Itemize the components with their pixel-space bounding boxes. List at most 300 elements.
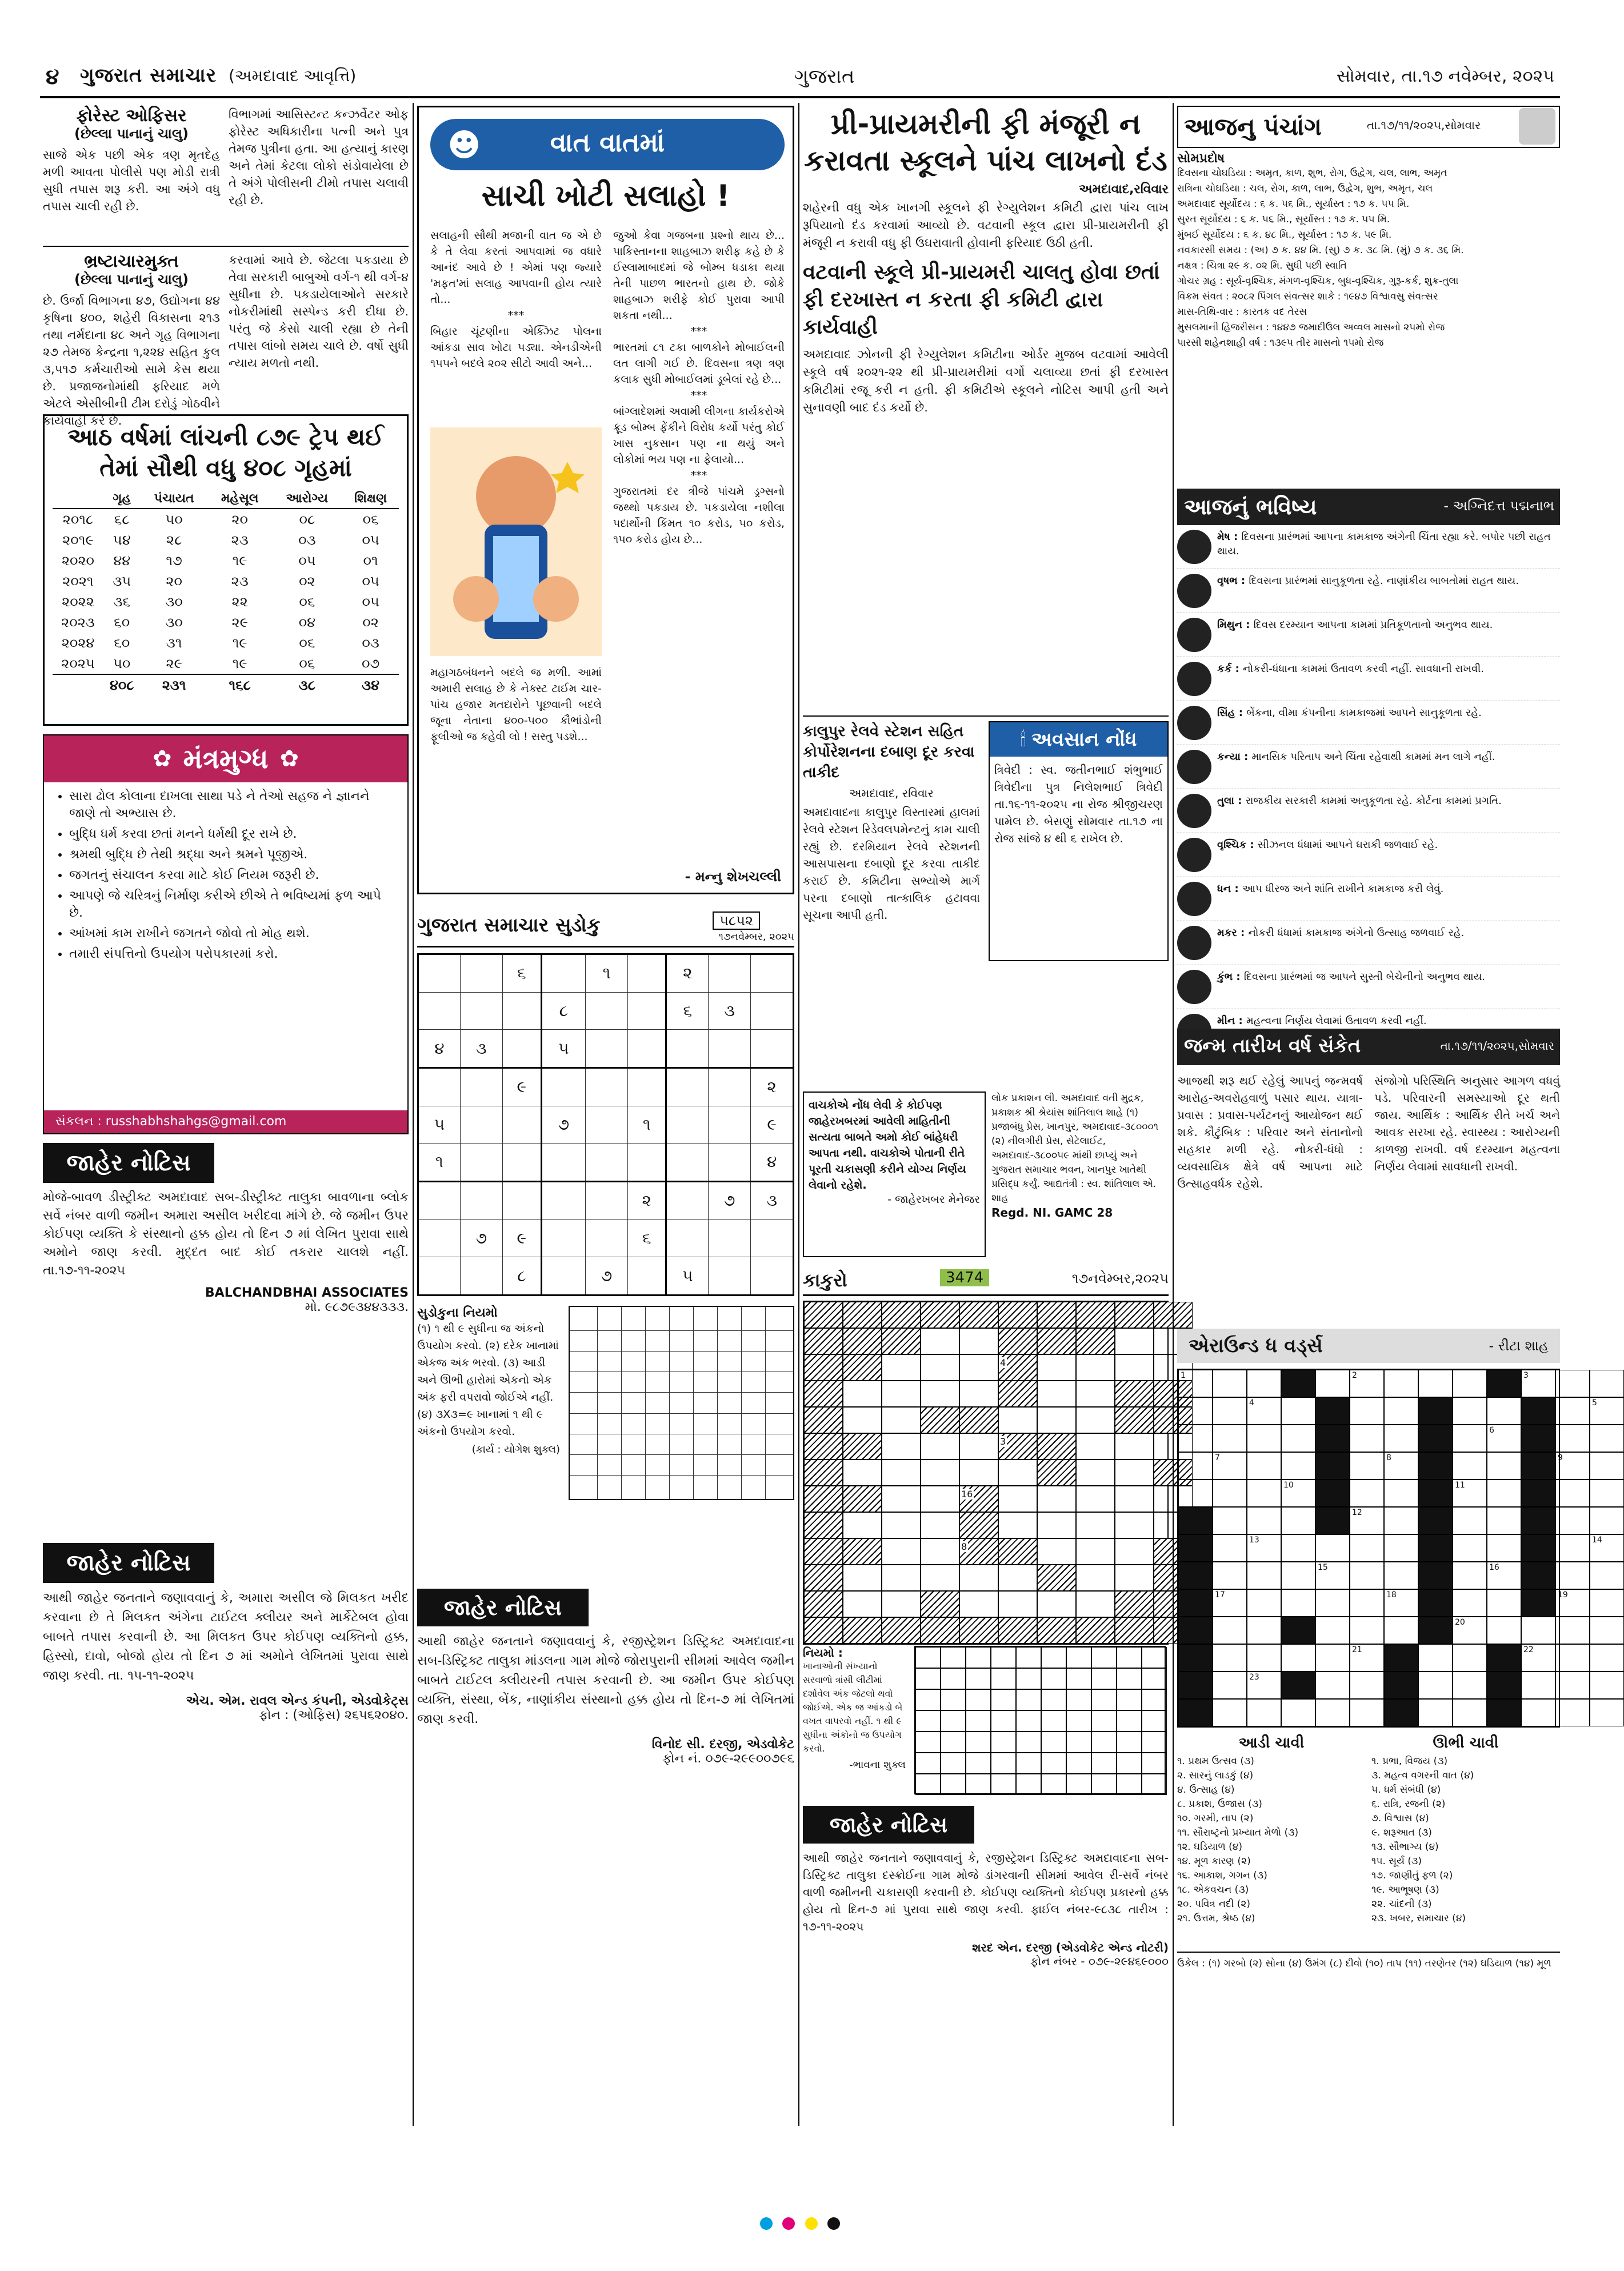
kakuro-answer-cell <box>991 1710 1016 1732</box>
kakuro-block-cell <box>1037 1302 1076 1328</box>
zodiac-name: મિથુન : <box>1217 619 1254 631</box>
kakuro-cell <box>882 1486 921 1512</box>
crossword-block <box>1418 1589 1453 1617</box>
panchang-line: નવકારસી સમય : (અ) ૭ ક. ૪૪ મિ. (સુ) ૭ ક. ૩૮ મિ. (મું) ૭ ક. ૩૬ મિ. <box>1177 245 1464 256</box>
crossword-block <box>1178 1617 1213 1644</box>
across-clue: ૧૨. ઘડિયાળ (૪) <box>1177 1841 1242 1853</box>
kakuro-cell <box>843 1591 882 1617</box>
kakuro-answer-cell <box>941 1668 966 1689</box>
kakuro-block-cell <box>998 1381 1037 1407</box>
sudoku-cell <box>751 954 794 993</box>
zodiac-row <box>1177 613 1560 657</box>
table-cell: ૨૦૨૪ <box>61 635 95 651</box>
crossword-cell <box>1487 1617 1521 1644</box>
panchang-line: મુસલમાની હિજરીસન : ૧૪૪૭ જમાદીઉલ અવ્વલ માસનો ૨૫મો રોજ <box>1177 322 1445 333</box>
crossword-block <box>1418 1452 1453 1480</box>
kakuro-answer-cell <box>1142 1647 1167 1668</box>
kakuro-answer-cell <box>966 1753 991 1774</box>
table-cell: ૦૫ <box>362 594 379 610</box>
sudoku-cell: ૩ <box>709 992 751 1029</box>
kakuro-cell <box>1037 1538 1076 1565</box>
crossword-cell <box>1453 1589 1487 1617</box>
kakuro-block-cell <box>1115 1591 1154 1617</box>
kakuro-cell <box>1037 1486 1076 1512</box>
notice-phone: ફોન નં. ૦૭૯-૨૯૯૦૦૭૯૬ <box>662 1752 794 1766</box>
zodiac-name: કુંભ : <box>1217 971 1244 983</box>
kakuro-cell <box>921 1433 959 1460</box>
kakuro-block-cell <box>804 1407 843 1433</box>
table-cell: ૬૮ <box>114 511 130 527</box>
sudoku-cell <box>418 954 461 993</box>
zodiac-text <box>1217 618 1493 632</box>
crossword-cell <box>1350 1644 1384 1672</box>
sudoku-answer-cell <box>621 1413 645 1434</box>
panchang-box <box>1177 106 1560 483</box>
kakuro-answer-cell <box>1091 1647 1117 1668</box>
separator: *** <box>507 309 525 322</box>
zodiac-name: મકર : <box>1217 927 1249 939</box>
crossword-cell <box>1247 1452 1281 1480</box>
table-row <box>53 653 399 674</box>
kakuro-cell <box>1037 1407 1076 1433</box>
kakuro-answer-cell <box>1041 1774 1066 1795</box>
crossword-cell <box>1384 1480 1418 1507</box>
table-header: પંચાયત <box>141 489 208 509</box>
crossword-cell <box>1281 1507 1315 1534</box>
panchang-header <box>1177 106 1560 148</box>
kalupur-story <box>803 721 980 1087</box>
sudoku-answer-cell <box>742 1476 766 1500</box>
kakuro-block-cell <box>843 1617 882 1644</box>
crossword-block <box>1315 1507 1350 1534</box>
section-label: ગુજરાત <box>794 65 855 88</box>
sudoku-cell <box>628 954 666 993</box>
sudoku-cell <box>586 1067 628 1106</box>
crossword-block <box>1178 1672 1213 1699</box>
kakuro-answer-cell <box>991 1774 1016 1795</box>
panchang-title: આજનુ પંચાંગ <box>1184 113 1322 141</box>
sudoku-answer-cell <box>645 1372 669 1393</box>
crossword-cell <box>1350 1452 1384 1480</box>
kakuro-answer-cell <box>1142 1753 1167 1774</box>
crossword-cell <box>1247 1370 1281 1397</box>
crossword-block <box>1384 1644 1418 1672</box>
crossword-cell <box>1521 1672 1555 1699</box>
table-cell: ૨૦૨૦ <box>61 553 95 569</box>
sudoku-code: ૫૮૫૨ <box>713 911 760 930</box>
sudoku-cell <box>541 1220 585 1257</box>
crossword-block <box>1418 1397 1453 1425</box>
crossword-cell <box>1315 1672 1350 1699</box>
crossword-cell <box>1555 1617 1590 1644</box>
crossword-cell <box>1521 1644 1555 1672</box>
notice-signatory: વિનોદ સી. દરજી, એડવોકેટ <box>651 1737 794 1752</box>
sudoku-cell <box>628 992 666 1029</box>
crossword-cell <box>1213 1397 1247 1425</box>
masthead <box>40 63 1560 93</box>
sudoku-answer-cell <box>694 1434 718 1454</box>
kakuro-answer-cell <box>1117 1689 1142 1710</box>
crossword-cell <box>1555 1562 1590 1589</box>
kakuro-cell <box>882 1565 921 1591</box>
crossword-cell <box>1453 1562 1487 1589</box>
public-notice-2 <box>43 1543 409 2114</box>
kakuro-block-cell <box>1037 1617 1076 1644</box>
crossword-block <box>1418 1562 1453 1589</box>
zodiac-text <box>1217 838 1438 852</box>
kakuro-cell <box>1076 1486 1115 1512</box>
crossword-block <box>1521 1452 1555 1480</box>
sudoku-answer-row <box>569 1393 794 1413</box>
crossword-cell <box>1555 1589 1590 1617</box>
kakuro-block-cell <box>804 1617 843 1644</box>
crossword-number: 8 <box>1386 1453 1391 1462</box>
story-body: અમદાવાદના કાલુપુર વિસ્તારમાં હાલમાં રેલવે સ્ટેશન રિડેવલપમેન્ટનું કામ ચાલી રહ્યું છે. દરમિયાન રેલવે સ્ટેશનની આસપાસના દબાણો દૂર કરવા તાકીદ કરાઈ છે. કમિટીના સભ્યોએ માર્ગ પરના દબાણો તાત્કાલિક હટાવવા સૂચના આપી હતી. <box>803 805 980 922</box>
notice-body: આથી જાહેર જનતાને જણાવવાનું કે, રજીસ્ટ્રેશન ડિસ્ટ્રિક્ટ અમદાવાદના સબ-ડિસ્ટ્રિક્ટ તાલુકા માંડલના ગામ મોજે જોરાપુરાની સીમમાં આવેલ જમીન બાબતે ટાઈટલ ક્લીયરની તપાસ કરવાની છે. આ જમીન ઉપર કોઈપણ વ્યક્તિ, સંસ્થા, બેંક, નાણાંકીય સંસ્થાનો હક્ક હોય તો દિન-૭ માં લેખિતમાં જાણ કરવી. <box>417 1634 794 1726</box>
kakuro-block-cell <box>843 1538 882 1565</box>
table-cell: ૩૪ <box>362 677 380 693</box>
sudoku-cell <box>628 1144 666 1182</box>
sudoku-cell: ૩ <box>751 1181 794 1220</box>
mantra-box <box>43 734 409 1134</box>
kakuro-answer-cell <box>991 1647 1016 1668</box>
condolence-box <box>989 721 1169 961</box>
sudoku-rules-title: સુડોકુના નિયમો <box>417 1306 498 1320</box>
kakuro-cell <box>1115 1433 1154 1460</box>
crossword-block <box>1315 1452 1350 1480</box>
crossword-number: 6 <box>1489 1426 1494 1435</box>
kakuro-cell <box>1076 1407 1115 1433</box>
crossword-cell <box>1555 1397 1590 1425</box>
crossword-cell <box>1487 1425 1521 1452</box>
sudoku-cell <box>586 1181 628 1220</box>
sudoku-answer-cell <box>742 1454 766 1475</box>
table-row <box>53 591 399 612</box>
divider <box>43 246 409 247</box>
crossword-block <box>1178 1562 1213 1589</box>
sudoku-answer-row <box>569 1413 794 1434</box>
crossword-cell <box>1247 1699 1281 1726</box>
table-cell: ૩૧ <box>166 635 182 651</box>
crossword-cell <box>1453 1672 1487 1699</box>
bhavishya-title: આજનું ભવિષ્ય <box>1184 494 1317 519</box>
crossword-number: 10 <box>1283 1481 1294 1490</box>
kakuro-block <box>803 1266 1169 1643</box>
janma-left: આજથી શરૂ થઈ રહેલું આપનું જન્મવર્ષ આરોહ-અવરોહવાળું પસાર થાય. યાત્રા-પ્રવાસ : પ્રવાસ-પર્યટનનું આયોજન થઈ શકે. કૌટુંબિક : પરિવાર અને સંતાનોનો સહકાર મળી રહે. નોકરી-ધંધો : વ્યવસાયિક ક્ષેત્રે વર્ષ આપના માટે ઉત્સાહવર્ધક રહેશે. <box>1177 1074 1363 1190</box>
kakuro-block-cell <box>921 1617 959 1644</box>
kakuro-answer-cell <box>1066 1753 1091 1774</box>
kakuro-answer-cell <box>1091 1774 1117 1795</box>
mantra-title: મંત્રમુગ્ધ <box>183 742 269 775</box>
sudoku-answer-cell <box>766 1476 794 1500</box>
sudoku-answer-cell <box>694 1372 718 1393</box>
sudoku-answer-cell <box>645 1454 669 1475</box>
sudoku-answer-cell <box>669 1372 693 1393</box>
crossword-cell <box>1555 1480 1590 1507</box>
kakuro-block-cell <box>804 1538 843 1565</box>
sudoku-answer-cell <box>742 1351 766 1372</box>
kakuro-answer-cell <box>941 1647 966 1668</box>
panchang-line: ગોચર ગ્રહ : સૂર્ય-વૃશ્ચિક, મંગળ-વૃશ્ચિક, બુધ-વૃશ્ચિક, ગુરૂ-કર્ક, શુક્ર-તુલા <box>1177 275 1459 287</box>
sudoku-answer-cell <box>718 1306 742 1330</box>
crossword-block <box>1487 1370 1521 1397</box>
table-row <box>53 550 399 571</box>
sudoku-answer-cell <box>766 1434 794 1454</box>
crossword-number: 3 <box>1523 1371 1529 1380</box>
kakuro-block-cell <box>959 1486 998 1512</box>
kakuro-cell <box>921 1512 959 1538</box>
kakuro-block-cell <box>998 1617 1037 1644</box>
sudoku-answer-cell <box>669 1306 693 1330</box>
zodiac-icon <box>1177 750 1211 784</box>
notice-body: આથી જાહેર જનતાને જણાવવાનું કે, રજીસ્ટ્રેશન ડિસ્ટ્રિક્ટ અમદાવાદના સબ-ડિસ્ટ્રિક્ટ તાલુકા દસ્ક્રોઈના ગામ મોજે ડાંગરવાની સીમમાં આવેલ રી-સર્વે નંબર વાળી જમીનની ચકાસણી કરવાની છે. કોઈપણ વ્યક્તિનો કોઈપણ પ્રકારનો હક્ક હોય તો દિન-૭ માં પુરાવા સાથે જાણ કરવી. ફાઈલ નંબર-૯૮૩૮ તારીખ : ૧૭-૧૧-૨૦૨૫ <box>803 1851 1169 1933</box>
notice-title: જાહેર નોટિસ <box>803 1806 974 1844</box>
crossword-cell <box>1178 1480 1213 1507</box>
table-cell: ૨૩૧ <box>162 677 186 693</box>
sudoku-cell <box>666 1220 709 1257</box>
panchang-line: દિવસના ચોઘડિયા : અમૃત, કાળ, શુભ, રોગ, ઉદ્વેગ, ચલ, લાભ, અમૃત <box>1177 167 1447 179</box>
sudoku-answer-cell <box>718 1454 742 1475</box>
crossword-cell <box>1590 1562 1624 1589</box>
sudoku-answer-cell <box>742 1306 766 1330</box>
registration-marks <box>0 2217 1600 2240</box>
kakuro-cell <box>959 1381 998 1407</box>
dateline: અમદાવાદ,રવિવાર <box>1079 182 1169 197</box>
crossword-cell <box>1453 1425 1487 1452</box>
table-cell: ૨૨ <box>231 594 248 610</box>
across-clue: ૧૧. સૌરાષ્ટ્રનો પ્રખ્યાત મેળો (૩) <box>1177 1827 1299 1838</box>
crossword-answers: ઉકેલ : (૧) ગરબો (૨) સોના (૪) ઉમંગ (૮) દીવો (૧૦) તાપ (૧૧) તરણેતર (૧૨) ઘડિયાળ (૧૪) મૂળ <box>1177 1952 1560 1971</box>
sudoku-answer-cell <box>597 1351 621 1372</box>
cyan-dot <box>760 2217 773 2230</box>
crossword-cell <box>1487 1397 1521 1425</box>
table-cell: ૧૯ <box>232 553 247 569</box>
feature-para: સલાહની સૌથી મજાની વાત જ એ છે કે તે લેવા કરતાં આપવામાં જ વધારે આનંદ આવે છે ! એમાં પણ જ્યારે 'મફત'માં સલાહ આપવાની હોય ત્યારે તો... <box>430 229 602 306</box>
crossword-cell <box>1178 1397 1213 1425</box>
crossword-number: 13 <box>1249 1536 1259 1545</box>
kakuro-cell <box>1076 1354 1115 1381</box>
sudoku-cell <box>709 1106 751 1143</box>
kakuro-answer-cell <box>1016 1668 1041 1689</box>
sudoku-answer-cell <box>766 1372 794 1393</box>
separator: *** <box>690 469 707 482</box>
sudoku-answer-cell <box>718 1330 742 1351</box>
kakuro-cell <box>1076 1433 1115 1460</box>
kakuro-block-cell <box>998 1433 1037 1460</box>
sudoku-header <box>417 906 794 947</box>
across-clue: ૧. પ્રથમ ઉત્સવ (૩) <box>1177 1756 1254 1767</box>
sudoku-answer-cell <box>597 1393 621 1413</box>
sudoku-answer-cell <box>569 1413 597 1434</box>
table-cell: ૩૦ <box>165 614 183 630</box>
zodiac-forecast: માનસિક પરિતાપ અને ચિંતા રહેવાથી કામમાં મન લાગે નહીં. <box>1251 751 1495 763</box>
story-forest-officer <box>43 106 409 243</box>
column-rule <box>1173 103 1174 2126</box>
kakuro-answer-cell <box>1041 1689 1066 1710</box>
kakuro-cell <box>959 1328 998 1354</box>
zodiac-row <box>1177 833 1560 877</box>
kakuro-block-cell <box>882 1617 921 1644</box>
crossword-cell <box>1590 1644 1624 1672</box>
kakuro-answer-cell <box>1016 1647 1041 1668</box>
kakuro-answer-cell <box>1066 1647 1091 1668</box>
kakuro-cell <box>1076 1538 1115 1565</box>
sudoku-cell: ૫ <box>541 1030 585 1068</box>
zodiac-text <box>1217 706 1482 720</box>
zodiac-forecast: બેંકના, વીમા કંપનીના કામકાજમાં આપને સાનુકૂળતા રહે. <box>1246 707 1482 719</box>
sudoku-cell <box>460 954 502 993</box>
panchang-line: સુરત સૂર્યોદય : ૬ ક. ૫૬ મિ., સૂર્યાસ્ત : ૧૭ ક. ૫૫ મિ. <box>1177 214 1390 225</box>
crossword-number: 19 <box>1558 1590 1568 1600</box>
crossword-block <box>1487 1672 1521 1699</box>
mantra-banner <box>44 735 407 782</box>
sudoku-answer-cell <box>718 1413 742 1434</box>
down-title: ઊભી ચાવી <box>1433 1734 1499 1752</box>
kakuro-block-cell <box>804 1328 843 1354</box>
table-cell: ૦૬ <box>362 511 379 527</box>
sudoku-answer-cell <box>645 1434 669 1454</box>
separator: *** <box>690 389 707 402</box>
notice-signatory: એચ. એમ. રાવલ એન્ડ કંપની, એડવોકેટ્સ <box>186 1694 409 1708</box>
zodiac-forecast: નોકરી-ધંધાના કામમાં ઉતાવળ કરવી નહીં. સાવધાની રાખવી. <box>1243 663 1485 675</box>
crossword-cell <box>1453 1480 1487 1507</box>
sudoku-answer-cell <box>718 1476 742 1500</box>
feature-para: બાંગ્લાદેશમાં અવામી લીગના કાર્યકરોએ ક્રૂડ બોમ્બ ફેંકીને વિરોધ કર્યો પરંતુ કોઈ ખાસ નુકસાન પણ ના થયું અને લોકોમાં ભય પણ ના ફેલાયો... <box>613 405 785 466</box>
column-rule <box>798 103 799 2126</box>
table-cell: ૦૧ <box>363 553 378 569</box>
crossword-cell <box>1590 1480 1624 1507</box>
crossword-cell <box>1350 1370 1384 1397</box>
table-cell: ૩૮ <box>298 677 315 693</box>
crossword-cell <box>1590 1699 1624 1726</box>
down-clues <box>1371 1754 1560 1926</box>
table-cell: ૦૩ <box>362 635 379 651</box>
condolence-title: અવસાન નોંધ <box>1031 728 1137 751</box>
kakuro-cell <box>998 1565 1037 1591</box>
kakuro-block-cell <box>843 1486 882 1512</box>
crossword-cell <box>1247 1644 1281 1672</box>
crossword-cell <box>1213 1452 1247 1480</box>
story-body-continued: વિભાગમાં આસિસ્ટન્ટ કન્ઝર્વેટર ઓફ ફોરેસ્ટ અધિકારીના પત્ની અને પુત્ર તેમજ પુત્રીના હતા. આ હત્યાનું કારણ અને તેમાં કેટલા લોકો સંડોવાયેલા છે તે અંગે પોલીસની ટીમો તપાસ ચલાવી રહી છે. <box>229 107 409 207</box>
crossword-header <box>1177 1329 1560 1363</box>
kakuro-cell <box>843 1512 882 1538</box>
crossword-block <box>1521 1562 1555 1589</box>
headline: ફોરેસ્ટ ઓફિસર <box>76 106 187 126</box>
crossword-cell <box>1350 1699 1384 1726</box>
sudoku-answer-cell <box>718 1372 742 1393</box>
school-fee-story <box>803 106 1169 711</box>
zodiac-text <box>1217 882 1443 896</box>
zodiac-icon <box>1177 706 1211 740</box>
crossword-number: 16 <box>1489 1563 1499 1572</box>
kakuro-cell <box>1037 1591 1076 1617</box>
crossword-cell <box>1521 1699 1555 1726</box>
sudoku-answer-cell <box>621 1454 645 1475</box>
masthead-rule <box>40 96 1560 98</box>
table-cell: ૦૬ <box>299 594 315 610</box>
kakuro-answer-cell <box>1066 1689 1091 1710</box>
sudoku-cell: ૮ <box>502 1257 541 1296</box>
kakuro-cell <box>959 1433 998 1460</box>
ganesha-icon <box>1519 108 1555 145</box>
table-cell: ૦૨ <box>362 614 379 630</box>
sudoku-cell <box>751 1220 794 1257</box>
zodiac-text <box>1217 1014 1427 1028</box>
crossword-block <box>1281 1617 1315 1644</box>
sudoku-cell <box>541 1257 585 1296</box>
regd-guj: Regd. NI. GAMC 28 <box>991 1206 1113 1220</box>
kakuro-answer-cell <box>1117 1753 1142 1774</box>
zodiac-name: મીન : <box>1217 1015 1246 1027</box>
crossword-block <box>1178 1589 1213 1617</box>
table-cell: ૨૩ <box>231 532 249 548</box>
down-clue: ૧૯. આભૂષણ (૩) <box>1371 1884 1439 1896</box>
kakuro-answer-cell <box>1142 1710 1167 1732</box>
table-cell: ૧૯ <box>232 635 247 651</box>
kakuro-answer-cell <box>1041 1732 1066 1753</box>
kakuro-answer-cell <box>1066 1710 1091 1732</box>
crossword-cell <box>1453 1397 1487 1425</box>
kakuro-answer-cell <box>1066 1732 1091 1753</box>
sudoku-row <box>418 1220 794 1257</box>
crossword-cell <box>1590 1617 1624 1644</box>
kakuro-block-cell <box>998 1538 1037 1565</box>
kakuro-block-cell <box>959 1512 998 1538</box>
sudoku-answer-grid <box>569 1306 794 1500</box>
table-header: આરોગ્ય <box>272 489 343 509</box>
kakuro-answer-cell <box>915 1689 941 1710</box>
sudoku-cell <box>502 1144 541 1182</box>
crossword-cell <box>1555 1699 1590 1726</box>
kakuro-block-cell <box>804 1433 843 1460</box>
table-cell: ૧૭ <box>166 553 182 569</box>
janma-header <box>1177 1029 1560 1065</box>
table-cell: ૦૭ <box>362 655 380 671</box>
kakuro-cell <box>843 1381 882 1407</box>
table-cell: ૦૪ <box>298 614 316 630</box>
sudoku-cell <box>418 1220 461 1257</box>
kakuro-answer-cell <box>1041 1710 1066 1732</box>
mantra-item: • જગતનું સંચાલન કરવા માટે કોઈ નિયમ જરૂરી છે. <box>69 867 397 884</box>
separator: *** <box>690 325 707 338</box>
crossword-cell <box>1247 1589 1281 1617</box>
crossword-number: 22 <box>1523 1645 1534 1654</box>
notice-body: આથી જાહેર જનતાને જણાવવાનું કે, અમારા અસીલ જે મિલકત ખરીદ કરવાના છે તે મિલકત અંગેના ટાઈટલ ક્લીયર અને માર્કેટેબલ હોવા બાબતે તપાસ કરવાની છે. આ મિલકત ઉપર કોઈપણ વ્યક્તિનો હક્ક, હિસ્સો, દાવો, બોજો હોય તો દિન ૭ માં અમોને લેખિતમાં પુરાવા સાથે જાણ કરવી. તા. ૧૫-૧૧-૨૦૨૫ <box>43 1591 409 1683</box>
sudoku-answer-cell <box>766 1393 794 1413</box>
kakuro-cell <box>1115 1538 1154 1565</box>
kakuro-block-cell <box>843 1328 882 1354</box>
crossword-cell <box>1384 1397 1418 1425</box>
sudoku-answer-cell <box>645 1413 669 1434</box>
table-cell: ૨૦૨૧ <box>62 573 94 589</box>
sudoku-cell <box>666 1030 709 1068</box>
crossword-block <box>1521 1534 1555 1562</box>
crossword-number: 18 <box>1386 1590 1397 1600</box>
kakuro-clue: 8 <box>961 1541 967 1552</box>
feature-kicker: વાત વાતમાં <box>550 127 665 158</box>
table-cell: ૧૬૮ <box>229 677 251 693</box>
kakuro-cell <box>921 1460 959 1486</box>
crossword-cell <box>1555 1425 1590 1452</box>
kakuro-clue: 16 <box>961 1489 973 1500</box>
zodiac-text <box>1217 530 1560 558</box>
sudoku-answer-cell <box>621 1330 645 1351</box>
kakuro-answer-cell <box>1066 1774 1091 1795</box>
sudoku-answer-cell <box>718 1351 742 1372</box>
crossword-cell <box>1178 1370 1213 1397</box>
zodiac-name: સિંહ : <box>1217 707 1247 719</box>
kakuro-cell <box>1037 1381 1076 1407</box>
